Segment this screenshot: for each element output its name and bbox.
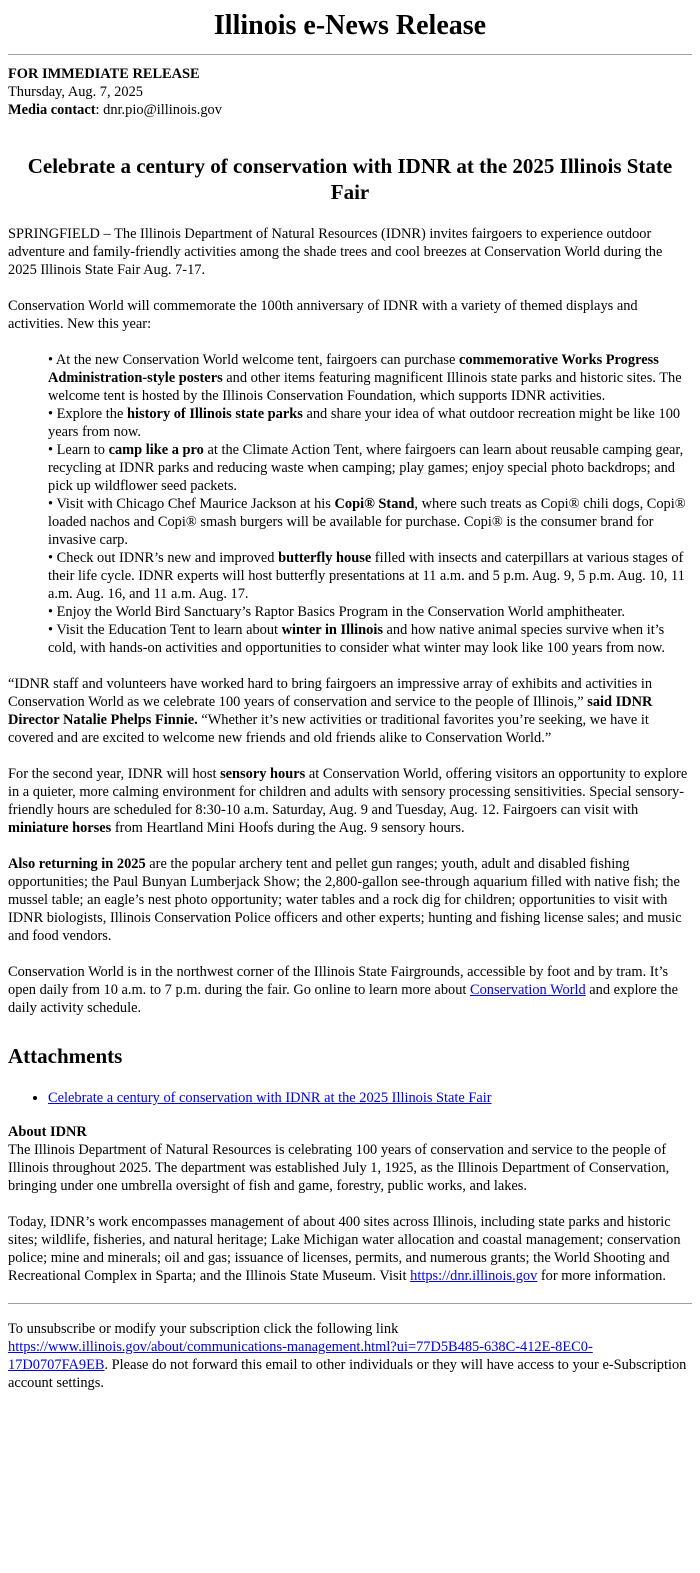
release-date: Thursday, Aug. 7, 2025	[8, 84, 143, 100]
footer	[8, 1303, 692, 1392]
about-section	[8, 1123, 692, 1285]
media-contact-label: Media contact	[8, 102, 96, 118]
list-item	[48, 1089, 692, 1107]
paragraph-location: Conservation World is in the northwest corner of the Illinois State Fairgrounds, accessible by foot and by tram. It’s open daily from 10 a.m. to 7 p.m. during the fair. Go online to learn more about Conservation World and explore the daily activity schedule.	[8, 964, 678, 1016]
list-item: • Learn to camp like a pro at the Climate Action Tent, where fairgoers can learn about reusable camping gear, recycling at IDNR parks and reducing waste when camping; play games; enjoy special photo backdrops; and pick up wildflower seed packets.	[48, 442, 684, 494]
release-header	[8, 65, 692, 119]
unsubscribe-text: To unsubscribe or modify your subscription click the following link https://www.illinois.gov/about/communications-management.html?ui=77D5B485-638C-412E-8EC0-17D0707FA9EB. Please do not forward this email to other individuals or they will have access to your e-Subscription account settings.	[8, 1321, 687, 1391]
article-headline: Celebrate a century of conservation with IDNR at the 2025 Illinois State Fair	[27, 154, 673, 204]
list-item: • Visit the Education Tent to learn about winter in Illinois and how native animal species survive when it’s cold, with hands-on activities and opportunities to consider what winter may look like 100 years from now.	[48, 622, 665, 656]
banner-title: Illinois e-News Release	[213, 10, 487, 41]
list-item: • Explore the history of Illinois state parks and share your idea of what outdoor recreation might be like 100 years from now.	[48, 406, 681, 440]
top-divider	[8, 54, 692, 55]
paragraph-intro: SPRINGFIELD – The Illinois Department of Natural Resources (IDNR) invites fairgoers to experience outdoor adventure and family-friendly activities among the shade trees and cool breezes at Conservation World during the 2025 Illinois State Fair Aug. 7-17.	[8, 226, 663, 278]
attachment-link[interactable]: Celebrate a century of conservation with IDNR at the 2025 Illinois State Fair	[48, 1090, 492, 1106]
about-paragraph-history: The Illinois Department of Natural Resources is celebrating 100 years of conservation and service to the people of Illinois throughout 2025. The department was established July 1, 1925, as the Illinois Department of Conservation, bringing under one umbrella oversight of fish and game, forestry, public works, and lakes.	[8, 1142, 670, 1194]
list-item: • At the new Conservation World welcome tent, fairgoers can purchase commemorative Works Progress Administration-style posters and other items featuring magnificent Illinois state parks and historic sites. The welcome tent is hosted by the Illinois Conservation Foundation, which supports IDNR activities.	[48, 352, 682, 404]
attachments-list	[8, 1089, 692, 1107]
footer-divider	[8, 1303, 692, 1304]
media-contact-separator: :	[95, 102, 104, 118]
paragraph-director-quote: “IDNR staff and volunteers have worked hard to bring fairgoers an impressive array of exhibits and activities in Conservation World as we celebrate 100 years of conservation and service to the people of Illinois,” said IDNR Director Natalie Phelps Finnie. “Whether it’s new activities or traditional favorites you’re seeking, we have it covered and are excited to welcome new friends and old friends alike to Conservation World.”	[8, 676, 653, 746]
dnr-website-link[interactable]: https://dnr.illinois.gov	[410, 1268, 538, 1284]
attachments-heading: Attachments	[8, 1044, 123, 1068]
paragraph-sensory-hours: For the second year, IDNR will host sensory hours at Conservation World, offering visitors an opportunity to explore in a quieter, more calming environment for children and adults with sensory processing sensitivities. Special sensory-friendly hours are scheduled for 8:30-10 a.m. Saturday, Aug. 9 and Tuesday, Aug. 12. Fairgoers can visit with miniature horses from Heartland Mini Hoofs during the Aug. 9 sensory hours.	[8, 766, 688, 836]
bullet-list	[8, 351, 692, 657]
list-item: • Visit with Chicago Chef Maurice Jackson at his Copi® Stand, where such treats as Copi® chili dogs, Copi® loaded nachos and Copi® smash burgers will be available for purchase. Copi® is the consumer brand for invasive carp.	[48, 496, 686, 548]
about-title: About IDNR	[8, 1124, 87, 1140]
about-paragraph-work: Today, IDNR’s work encompasses management of about 400 sites across Illinois, including state parks and historic sites; wildlife, fisheries, and natural heritage; Lake Michigan water allocation and coastal management; conservation police; mine and minerals; oil and gas; issuance of licenses, permits, and numerous grants; the World Shooting and Recreational Complex in Sparta; and the Illinois State Museum. Visit https://dnr.illinois.gov for more information.	[8, 1214, 681, 1284]
list-item: • Check out IDNR’s new and improved butterfly house filled with insects and caterpillars at various stages of their life cycle. IDNR experts will host butterfly presentations at 11 a.m. and 5 p.m. Aug. 9, 5 p.m. Aug. 10, 11 a.m. Aug. 16, and 11 a.m. Aug. 17.	[48, 550, 685, 602]
media-contact-email: dnr.pio@illinois.gov	[103, 102, 222, 118]
release-label: FOR IMMEDIATE RELEASE	[8, 66, 200, 82]
email-body	[0, 10, 700, 1392]
list-item: • Enjoy the World Bird Sanctuary’s Raptor Basics Program in the Conservation World amphitheater.	[48, 604, 625, 620]
paragraph-also-returning: Also returning in 2025 are the popular archery tent and pellet gun ranges; youth, adult and disabled fishing opportunities; the Paul Bunyan Lumberjack Show; the 2,800-gallon see-through aquarium filled with native fish; the mussel table; an eagle’s nest photo opportunity; water tables and a rock dig for children; opportunities to visit with IDNR biologists, Illinois Conservation Police officers and other experts; hunting and fishing license sales; and music and food vendors.	[8, 856, 682, 944]
unsubscribe-link[interactable]: https://www.illinois.gov/about/communications-management.html?ui=77D5B485-638C-412E-8EC0-17D0707FA9EB	[8, 1339, 593, 1373]
conservation-world-link[interactable]: Conservation World	[470, 982, 586, 998]
paragraph-new-this-year: Conservation World will commemorate the 100th anniversary of IDNR with a variety of themed displays and activities. New this year:	[8, 298, 638, 332]
media-contact	[8, 101, 692, 119]
